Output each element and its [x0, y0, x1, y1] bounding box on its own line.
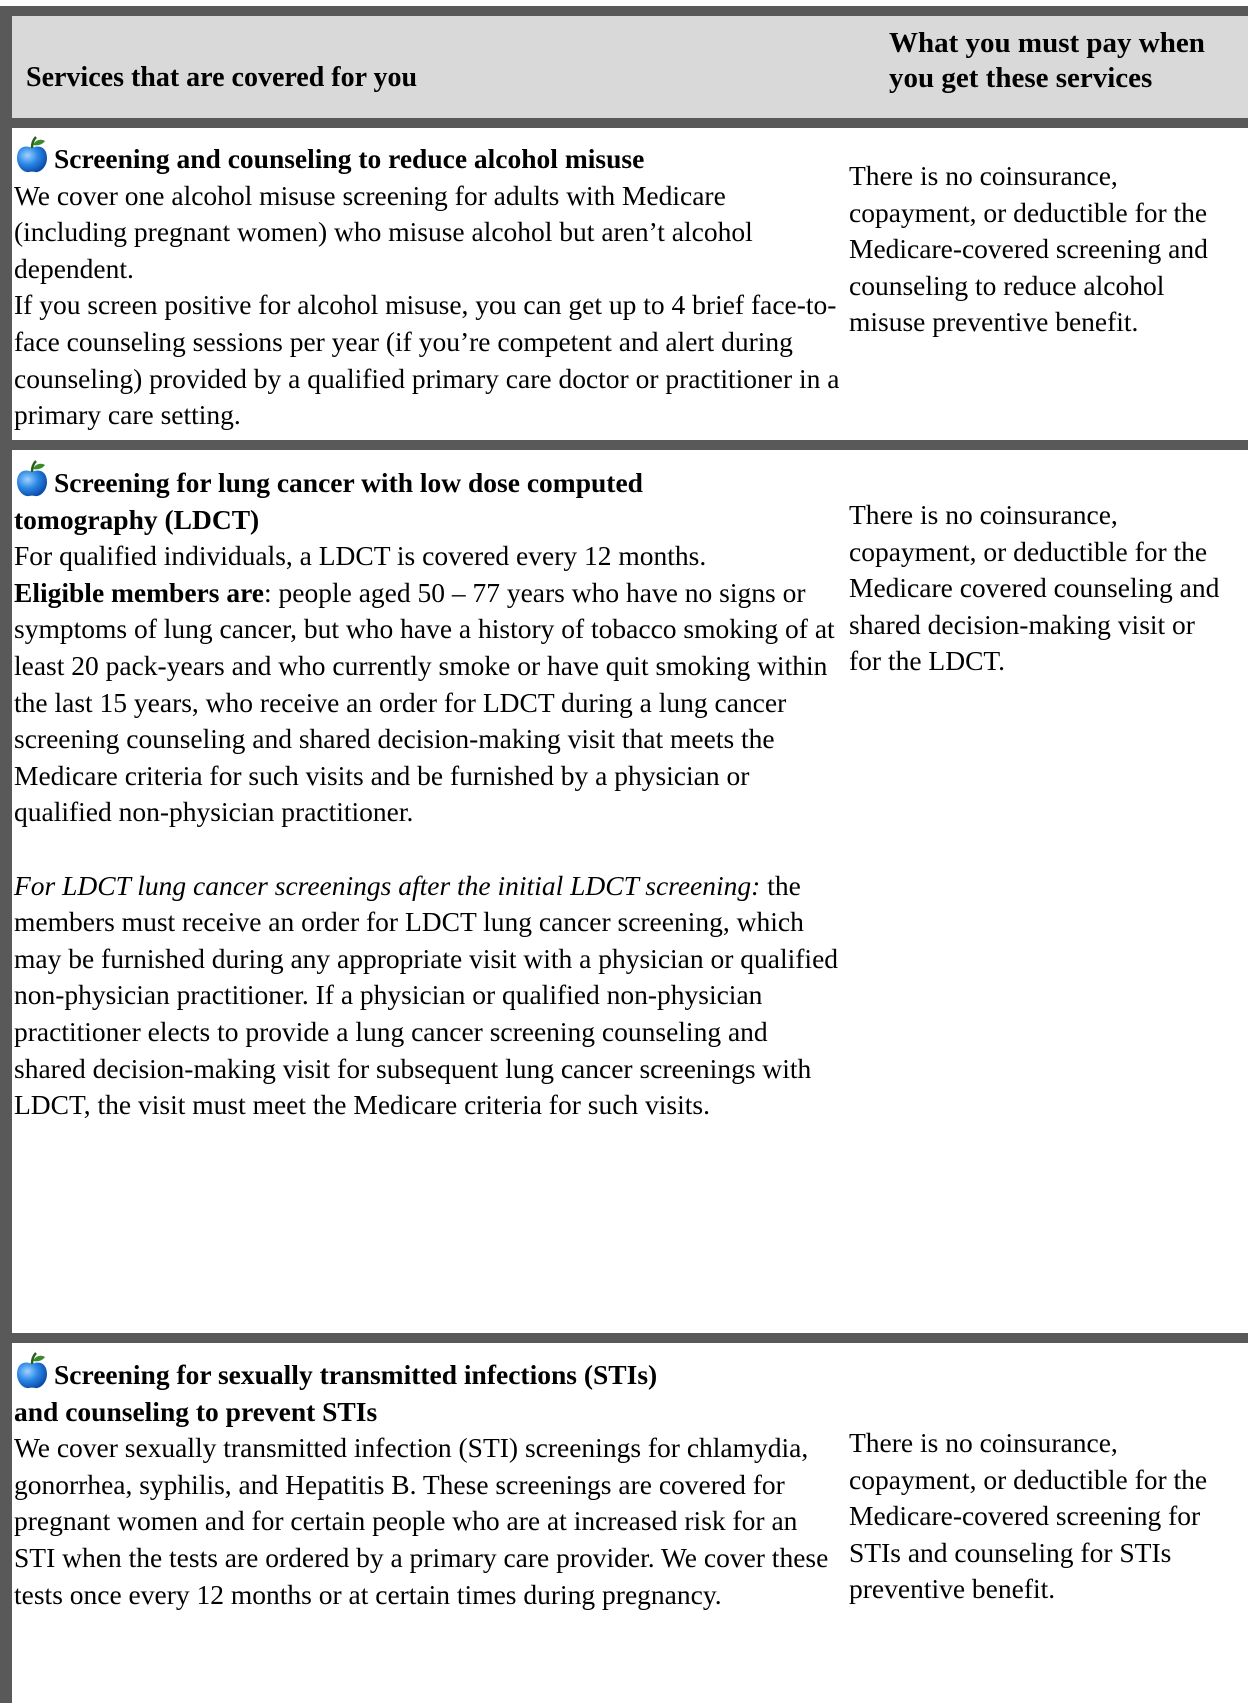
row-followup: For LDCT lung cancer screenings after the initial LDCT screening: the members must receive an order for LDCT lung cancer screening, which may be furnished during any appropriate visit with a physician or qualified non-physician practitioner. If a physician or qualified non-physician practitioner elects to provide a lung cancer screening counseling and shared decision-making visit for subsequent lung cancer screenings with LDCT, the visit must meet the Medicare criteria for such visits. [14, 869, 839, 1121]
row-description: We cover one alcohol misuse screening for adults with Medicare (including pregnant women) who misuse alcohol but aren’t alcohol dependent. [14, 179, 753, 284]
row-lung-cost: There is no coinsurance, copayment, or deductible for the Medicare covered counseling and shared decision-making visit or for the LDCT. [849, 499, 1220, 677]
row-alcohol-services [14, 136, 844, 434]
row-divider [0, 118, 1248, 128]
row-divider [0, 440, 1248, 450]
row-description: For qualified individuals, a LDCT is covered every 12 months. [14, 540, 707, 572]
header-services: Services that are covered for you [26, 62, 418, 93]
row-sti-services [14, 1352, 844, 1613]
apple-icon [14, 136, 50, 174]
table-top-border [0, 6, 1248, 16]
header-cost: What you must pay when you get these services [889, 27, 1205, 94]
row-divider [0, 1333, 1248, 1343]
apple-icon [14, 1352, 50, 1390]
row-description: If you screen positive for alcohol misuse, you can get up to 4 brief face-to-face counseling sessions per year (if you’re competent and alert during counseling) provided by a qualified primary care doctor or practitioner in a primary care setting. [14, 289, 840, 431]
row-alcohol-cost: There is no coinsurance, copayment, or deductible for the Medicare-covered screening and counseling to reduce alcohol misuse preventive benefit. [849, 160, 1208, 338]
apple-icon [14, 460, 50, 498]
row-eligibility: Eligible members are: people aged 50 – 77 years who have no signs or symptoms of lung cancer, but who have a history of tobacco smoking of at least 20 pack-years and who currently smoke or have quit smoking within the last 15 years, who receive an order for LDCT during a lung cancer screening counseling and shared decision-making visit that meets the Medicare criteria for such visits and be furnished by a physician or qualified non-physician practitioner. [14, 576, 835, 828]
row-description: We cover sexually transmitted infection (STI) screenings for chlamydia, gonorrhea, syphilis, and Hepatitis B. These screenings are covered for pregnant women and for certain people who are at increased risk for an STI when the tests are ordered by a primary care provider. We cover these tests once every 12 months or at certain times during pregnancy. [14, 1432, 829, 1610]
row-lung-services [14, 460, 844, 1124]
row-title: Screening for lung cancer with low dose computed tomography (LDCT) [14, 460, 844, 538]
row-title: Screening for sexually transmitted infections (STIs) and counseling to prevent STIs [14, 1352, 844, 1430]
row-sti-cost: There is no coinsurance, copayment, or deductible for the Medicare-covered screening for STIs and counseling for STIs preventive benefit. [849, 1427, 1208, 1605]
row-title: Screening and counseling to reduce alcohol misuse [14, 136, 844, 178]
table-left-border [0, 6, 12, 1703]
